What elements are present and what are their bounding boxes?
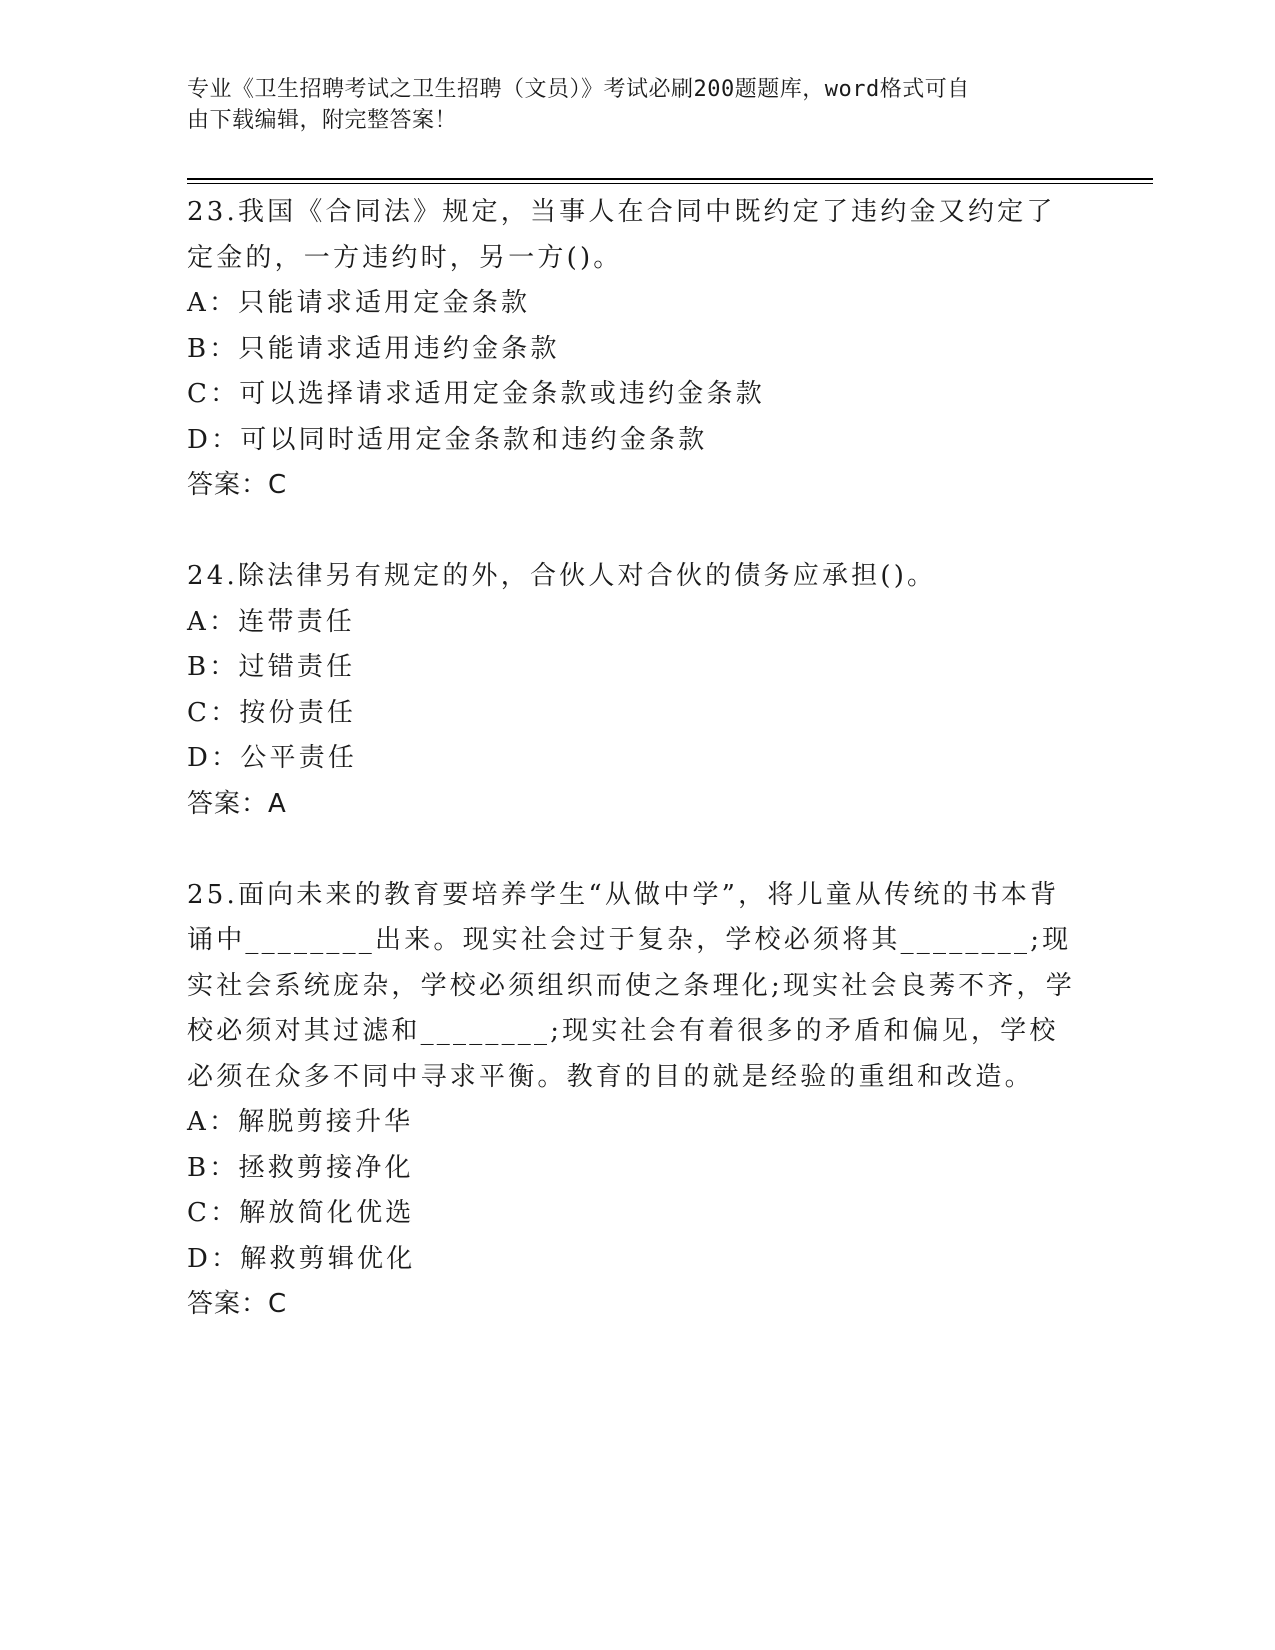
option-c: C：按份责任 (187, 697, 357, 728)
question-spacer (187, 509, 1077, 555)
document-header (187, 74, 1067, 136)
question-list (187, 190, 1077, 1328)
header-divider-thin (187, 183, 1153, 184)
header-line-1: 专业《卫生招聘考试之卫生招聘（文员）》考试必刷200题题库，word格式可自 (187, 77, 970, 102)
question-25 (187, 873, 1077, 1328)
answer-label: 答案：A (187, 788, 287, 819)
question-text: 25.面向未来的教育要培养学生“从做中学”，将儿童从传统的书本背诵中________出来。现实社会过于复杂，学校必须将其________;现实社会系统庞杂，学校必须组织而使之条理化;现实社会良莠不齐，学校必须对其过滤和________;现实社会有着很多的矛盾和偏见，学校必须在众多不同中寻求平衡。教育的目的就是经验的重组和改造。 (187, 879, 1075, 1092)
question-text: 24.除法律另有规定的外，合伙人对合伙的债务应承担()。 (187, 561, 937, 591)
question-23 (187, 190, 1077, 509)
question-text: 23.我国《合同法》规定，当事人在合同中既约定了违约金又约定了定金的，一方违约时，另一方()。 (187, 197, 1056, 273)
option-d: D：公平责任 (187, 743, 358, 773)
answer-label: 答案：C (187, 1289, 288, 1319)
answer-label: 答案：C (187, 470, 288, 500)
option-b: B：拯救剪接净化 (187, 1152, 414, 1183)
option-b: B：只能请求适用违约金条款 (187, 333, 560, 364)
header-line-2: 由下载编辑，附完整答案！ (187, 108, 458, 133)
option-d: D：解救剪辑优化 (187, 1243, 416, 1274)
header-divider-thick (187, 178, 1153, 180)
option-a: A：连带责任 (187, 606, 355, 637)
option-c: C：解放简化优选 (187, 1198, 415, 1228)
option-b: B：过错责任 (187, 652, 356, 682)
question-spacer (187, 827, 1077, 873)
option-a: A：解脱剪接升华 (187, 1107, 414, 1137)
option-a: A：只能请求适用定金条款 (187, 288, 531, 318)
question-24 (187, 554, 1077, 827)
option-d: D：可以同时适用定金条款和违约金条款 (187, 424, 708, 455)
option-c: C：可以选择请求适用定金条款或违约金条款 (187, 379, 765, 409)
